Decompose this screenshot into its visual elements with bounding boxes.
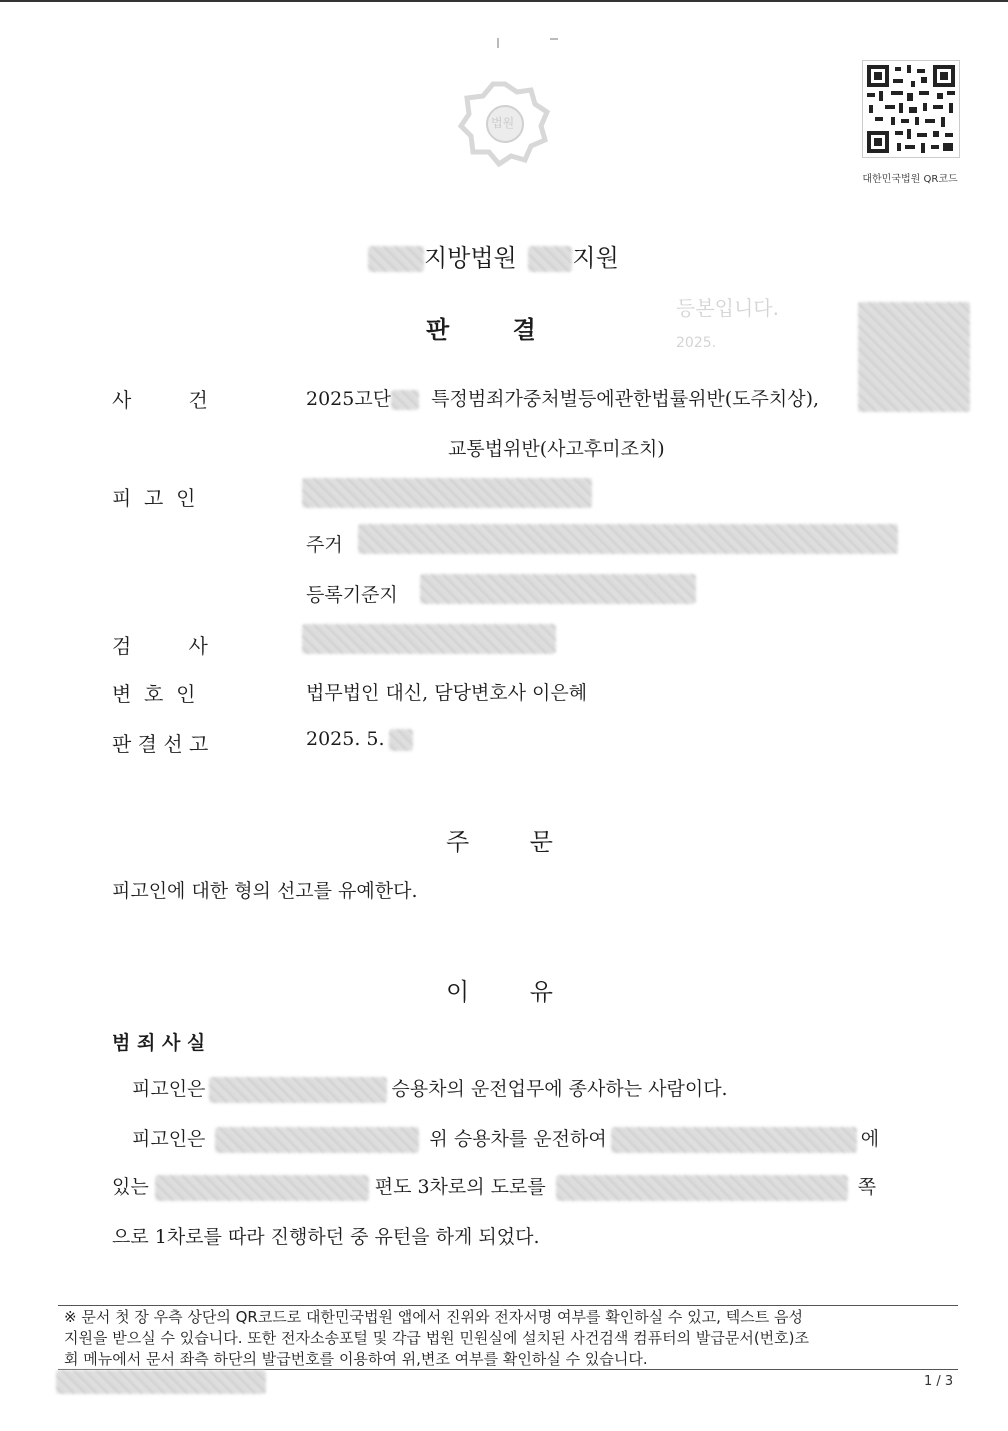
p3-b: 편도 3차로의 도로를 — [374, 1176, 546, 1198]
page-number: 1 / 3 — [924, 1374, 954, 1389]
registry-label: 등록기준지 — [306, 584, 398, 606]
reason-heading: 이 유 — [446, 978, 559, 1006]
court-seal-icon — [455, 78, 555, 170]
certified-copy-stamp — [676, 292, 779, 351]
scan-mark — [497, 38, 505, 48]
paragraph-3 — [112, 1172, 876, 1201]
qr-code-icon — [862, 60, 960, 158]
p1-b: 승용차의 운전업무에 종사하는 사람이다. — [391, 1078, 728, 1100]
address-redacted — [358, 524, 898, 554]
paragraph-1 — [132, 1074, 728, 1103]
date-label: 판 결 선 고 — [112, 732, 209, 756]
prosecutor-label: 검 사 — [112, 634, 208, 658]
redacted-block — [389, 729, 413, 751]
court-name-b: 지원 — [572, 244, 619, 272]
redacted-block — [391, 390, 419, 410]
address-label: 주거 — [306, 534, 343, 556]
footer-line-3: 회 메뉴에서 문서 좌측 하단의 발급번호를 이용하여 위,변조 여부를 확인하실 수 있습니다. — [64, 1350, 648, 1368]
p1-a: 피고인은 — [132, 1078, 206, 1100]
counsel-value: 법무법인 대신, 담당변호사 이은혜 — [306, 682, 588, 704]
stamp-text: 등본입니다. — [676, 296, 779, 320]
stamp-date: 2025. — [676, 335, 717, 351]
case-charge-1: 특정범죄가중처벌등에관한법률위반(도주치상), — [431, 388, 820, 410]
document-title: 판 결 — [426, 316, 542, 344]
footer-notice — [58, 1305, 958, 1370]
footer-line-2: 지원을 받으실 수 있습니다. 또한 전자소송포털 및 각급 법원 민원실에 설치된 사건검색 컴퓨터의 발급문서(번호)조 — [64, 1329, 810, 1347]
footer-line-1: ※ 문서 첫 장 우측 상단의 QR코드로 대한민국법원 앱에서 진위와 전자서명 여부를 확인하실 수 있고, 텍스트 음성 — [64, 1308, 803, 1326]
case-value — [306, 384, 819, 411]
court-seal-text: 법원 — [491, 116, 515, 130]
stamp-redacted-block — [858, 302, 970, 412]
p3-c: 쪽 — [857, 1176, 877, 1198]
order-heading: 주 문 — [446, 828, 559, 856]
redacted-block — [215, 1127, 419, 1153]
paragraph-4: 으로 1차로를 따라 진행하던 중 유턴을 하게 되었다. — [112, 1226, 540, 1248]
redacted-block — [209, 1077, 387, 1103]
issue-number-redacted — [56, 1370, 266, 1394]
qr-caption: 대한민국법원 QR코드 — [862, 174, 958, 185]
registry-redacted — [420, 574, 696, 604]
paragraph-2 — [132, 1124, 879, 1153]
redacted-block — [556, 1175, 848, 1201]
p2-a: 피고인은 — [132, 1128, 206, 1150]
redacted-block — [528, 246, 572, 272]
p2-b: 위 승용차를 운전하여 — [429, 1128, 607, 1150]
defendant-label: 피 고 인 — [112, 486, 196, 510]
redacted-block — [611, 1127, 857, 1153]
counsel-label: 변 호 인 — [112, 682, 196, 706]
case-charge-2: 교통법위반(사고후미조치) — [448, 438, 665, 460]
scan-edge — [0, 0, 1008, 2]
order-text: 피고인에 대한 형의 선고를 유예한다. — [112, 880, 418, 902]
p2-c: 에 — [860, 1128, 880, 1150]
court-name-a: 지방법원 — [424, 244, 517, 272]
date-value-text: 2025. 5. — [306, 728, 385, 750]
court-name — [368, 238, 619, 273]
p3-a: 있는 — [112, 1176, 149, 1198]
redacted-block — [368, 246, 424, 272]
redacted-block — [155, 1175, 369, 1201]
defendant-redacted — [302, 478, 592, 508]
case-label: 사 건 — [112, 388, 208, 412]
prosecutor-redacted — [302, 624, 556, 654]
reason-subheading: 범 죄 사 실 — [112, 1032, 206, 1054]
case-number: 2025고단 — [306, 388, 392, 410]
scan-mark — [550, 38, 558, 48]
date-value — [306, 728, 413, 751]
